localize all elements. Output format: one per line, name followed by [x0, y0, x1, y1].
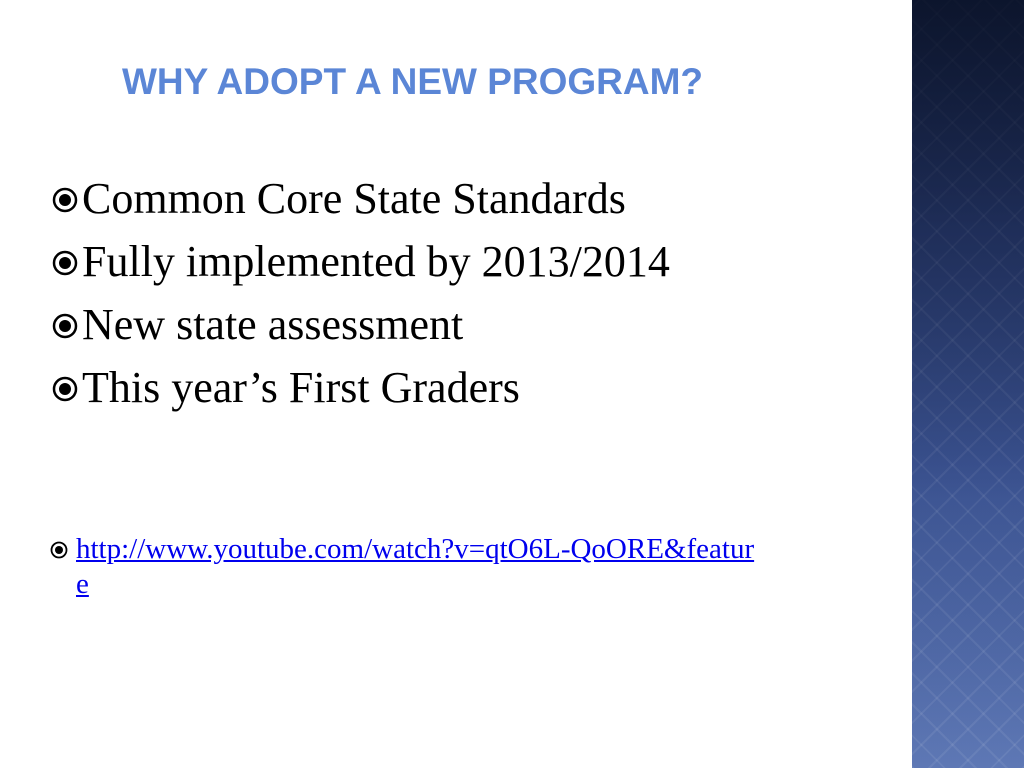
bullet-item: [48, 356, 908, 419]
circled-dot-bullet-icon: [48, 245, 82, 279]
youtube-link[interactable]: http://www.youtube.com/watch?v=qtO6L-QoORE&feature: [76, 533, 755, 600]
bullet-list: [48, 167, 908, 419]
bullet-text: Common Core State Standards: [82, 174, 626, 223]
circled-dot-bullet-icon: [48, 539, 70, 561]
bullet-text: This year’s First Graders: [82, 363, 520, 412]
decorative-side-panel: [912, 0, 1024, 768]
link-bullet-item: [48, 532, 868, 602]
bullet-item: [48, 230, 908, 293]
circled-dot-bullet-icon: [48, 371, 82, 405]
bullet-text: New state assessment: [82, 300, 464, 349]
circled-dot-bullet-icon: [48, 182, 82, 216]
circled-dot-bullet-icon: [48, 308, 82, 342]
bullet-item: [48, 293, 908, 356]
bullet-text: Fully implemented by 2013/2014: [82, 237, 670, 286]
slide-title: WHY ADOPT A NEW PROGRAM?: [122, 61, 704, 102]
bullet-item: [48, 167, 908, 230]
